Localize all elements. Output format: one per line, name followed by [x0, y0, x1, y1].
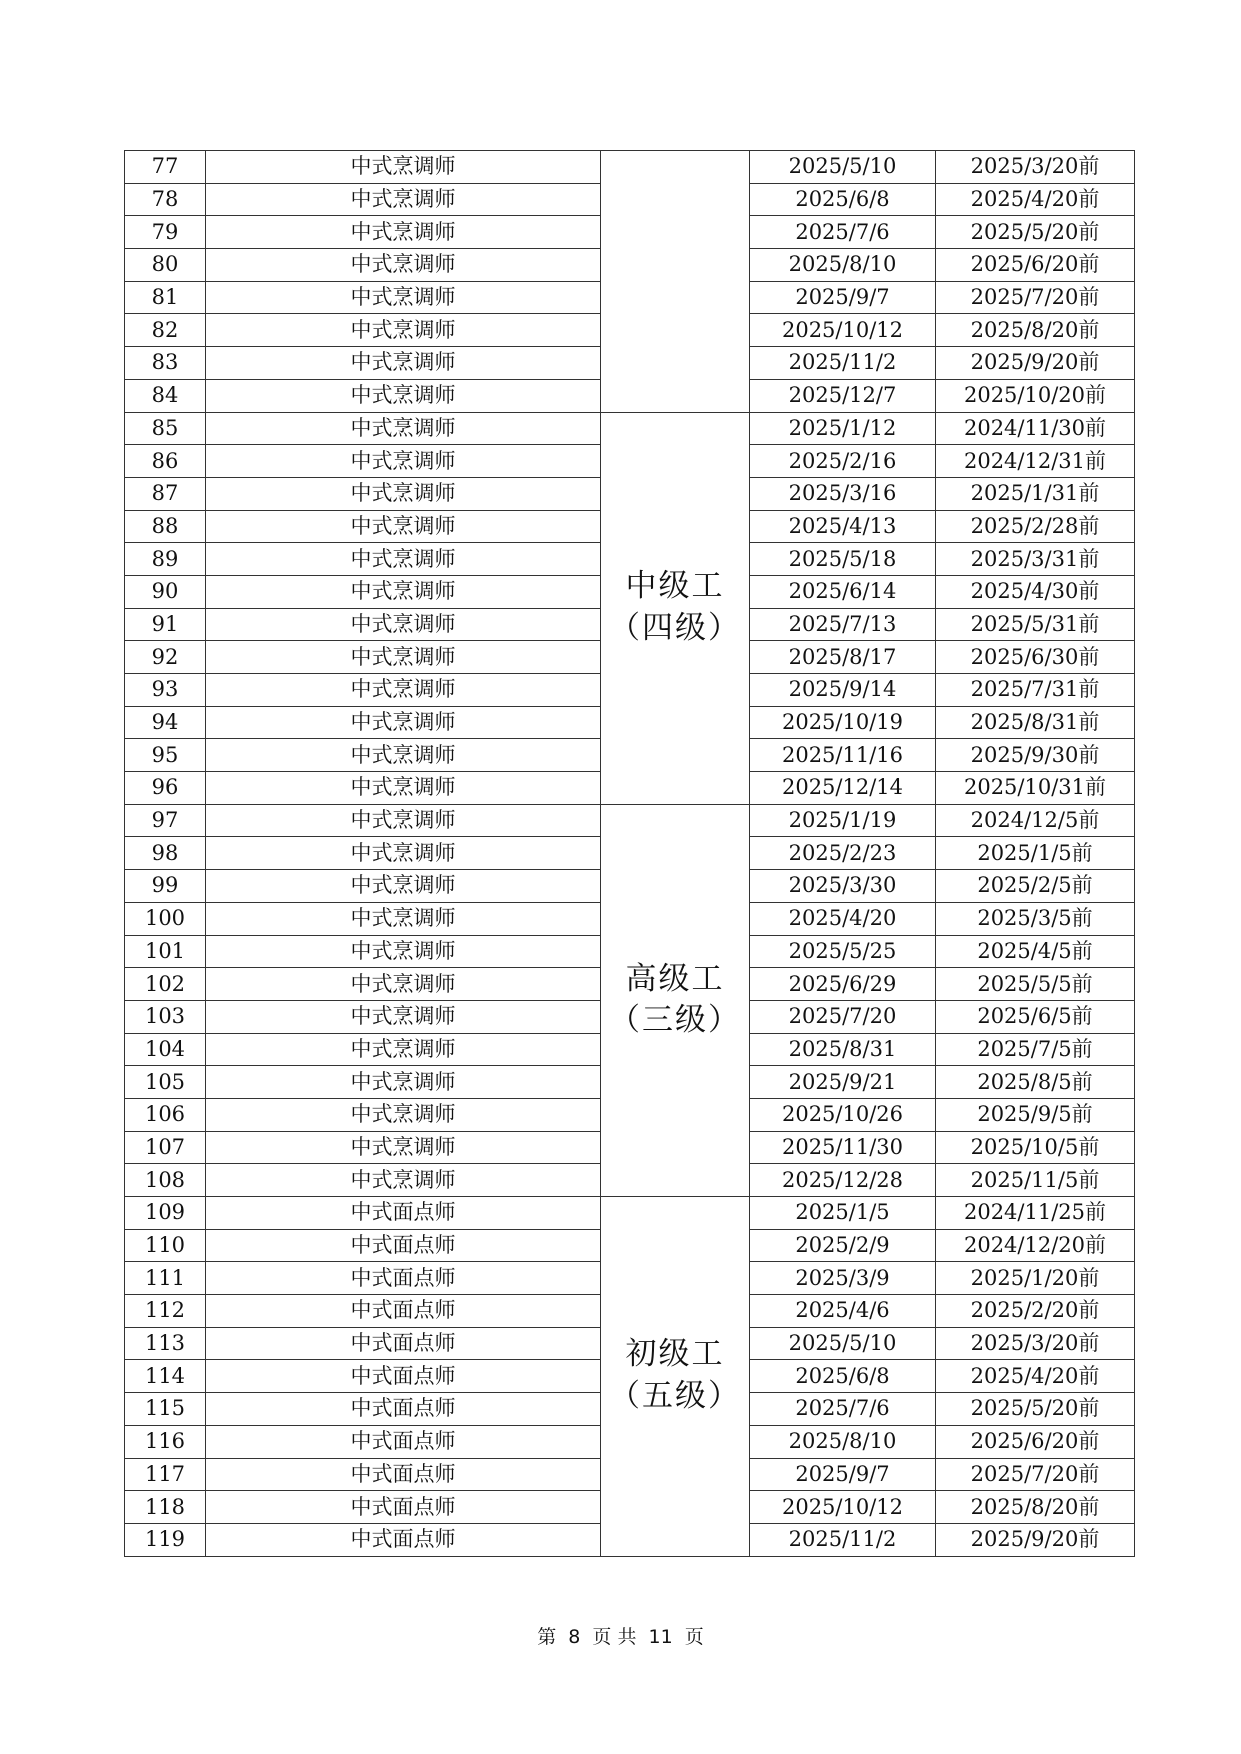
occupation-cell: 中式烹调师 [206, 1164, 601, 1197]
exam-date-cell: 2025/7/13 [750, 608, 936, 641]
occupation-cell: 中式烹调师 [206, 706, 601, 739]
occupation-cell: 中式烹调师 [206, 902, 601, 935]
registration-deadline-cell: 2025/5/20前 [936, 216, 1135, 249]
row-number-cell: 80 [125, 249, 206, 282]
skill-level-grade: （四级） [609, 610, 741, 647]
occupation-cell: 中式烹调师 [206, 477, 601, 510]
registration-deadline-cell: 2025/10/5前 [936, 1131, 1135, 1164]
exam-schedule-body [125, 151, 1135, 1557]
registration-deadline-cell: 2024/11/25前 [936, 1197, 1135, 1230]
occupation-cell: 中式烹调师 [206, 772, 601, 805]
registration-deadline-cell: 2025/7/20前 [936, 1458, 1135, 1491]
occupation-cell: 中式面点师 [206, 1393, 601, 1426]
occupation-cell: 中式烹调师 [206, 837, 601, 870]
row-number-cell: 102 [125, 968, 206, 1001]
registration-deadline-cell: 2025/9/20前 [936, 347, 1135, 380]
skill-level-name: 高级工 [625, 960, 725, 997]
registration-deadline-cell: 2025/2/5前 [936, 870, 1135, 903]
row-number-cell: 101 [125, 935, 206, 968]
occupation-cell: 中式烹调师 [206, 968, 601, 1001]
exam-date-cell: 2025/12/7 [750, 379, 936, 412]
occupation-cell: 中式烹调师 [206, 347, 601, 380]
registration-deadline-cell: 2025/8/5前 [936, 1066, 1135, 1099]
occupation-cell: 中式烹调师 [206, 151, 601, 184]
registration-deadline-cell: 2025/3/20前 [936, 1327, 1135, 1360]
exam-date-cell: 2025/5/25 [750, 935, 936, 968]
exam-date-cell: 2025/10/12 [750, 314, 936, 347]
occupation-cell: 中式烹调师 [206, 412, 601, 445]
occupation-cell: 中式烹调师 [206, 674, 601, 707]
exam-date-cell: 2025/4/20 [750, 902, 936, 935]
exam-date-cell: 2025/8/10 [750, 249, 936, 282]
exam-date-cell: 2025/6/14 [750, 575, 936, 608]
exam-date-cell: 2025/7/6 [750, 216, 936, 249]
exam-date-cell: 2025/3/16 [750, 477, 936, 510]
registration-deadline-cell: 2025/4/5前 [936, 935, 1135, 968]
registration-deadline-cell: 2025/6/30前 [936, 641, 1135, 674]
row-number-cell: 87 [125, 477, 206, 510]
exam-date-cell: 2025/6/8 [750, 183, 936, 216]
exam-date-cell: 2025/3/30 [750, 870, 936, 903]
occupation-cell: 中式烹调师 [206, 183, 601, 216]
row-number-cell: 116 [125, 1425, 206, 1458]
exam-date-cell: 2025/9/21 [750, 1066, 936, 1099]
registration-deadline-cell: 2025/9/20前 [936, 1523, 1135, 1556]
exam-schedule-table [124, 150, 1135, 1557]
registration-deadline-cell: 2025/8/31前 [936, 706, 1135, 739]
registration-deadline-cell: 2025/9/30前 [936, 739, 1135, 772]
occupation-cell: 中式面点师 [206, 1229, 601, 1262]
occupation-cell: 中式烹调师 [206, 870, 601, 903]
row-number-cell: 106 [125, 1098, 206, 1131]
occupation-cell: 中式烹调师 [206, 543, 601, 576]
exam-date-cell: 2025/10/26 [750, 1098, 936, 1131]
row-number-cell: 84 [125, 379, 206, 412]
exam-date-cell: 2025/6/8 [750, 1360, 936, 1393]
row-number-cell: 88 [125, 510, 206, 543]
row-number-cell: 104 [125, 1033, 206, 1066]
exam-date-cell: 2025/5/10 [750, 1327, 936, 1360]
occupation-cell: 中式面点师 [206, 1523, 601, 1556]
row-number-cell: 95 [125, 739, 206, 772]
registration-deadline-cell: 2025/8/20前 [936, 314, 1135, 347]
row-number-cell: 89 [125, 543, 206, 576]
registration-deadline-cell: 2025/2/28前 [936, 510, 1135, 543]
exam-date-cell: 2025/7/20 [750, 1000, 936, 1033]
exam-date-cell: 2025/2/16 [750, 445, 936, 478]
registration-deadline-cell: 2025/4/20前 [936, 1360, 1135, 1393]
row-number-cell: 118 [125, 1491, 206, 1524]
registration-deadline-cell: 2025/3/20前 [936, 151, 1135, 184]
row-number-cell: 105 [125, 1066, 206, 1099]
exam-date-cell: 2025/1/19 [750, 804, 936, 837]
registration-deadline-cell: 2025/9/5前 [936, 1098, 1135, 1131]
occupation-cell: 中式面点师 [206, 1197, 601, 1230]
occupation-cell: 中式烹调师 [206, 935, 601, 968]
skill-level-name: 中级工 [625, 568, 725, 605]
exam-date-cell: 2025/1/12 [750, 412, 936, 445]
occupation-cell: 中式面点师 [206, 1458, 601, 1491]
exam-date-cell: 2025/9/7 [750, 281, 936, 314]
row-number-cell: 107 [125, 1131, 206, 1164]
exam-date-cell: 2025/2/9 [750, 1229, 936, 1262]
registration-deadline-cell: 2024/12/31前 [936, 445, 1135, 478]
skill-level-name: 初级工 [625, 1336, 725, 1373]
exam-date-cell: 2025/6/29 [750, 968, 936, 1001]
registration-deadline-cell: 2025/6/5前 [936, 1000, 1135, 1033]
occupation-cell: 中式烹调师 [206, 575, 601, 608]
exam-date-cell: 2025/4/13 [750, 510, 936, 543]
row-number-cell: 78 [125, 183, 206, 216]
row-number-cell: 119 [125, 1523, 206, 1556]
row-number-cell: 81 [125, 281, 206, 314]
row-number-cell: 100 [125, 902, 206, 935]
exam-date-cell: 2025/2/23 [750, 837, 936, 870]
occupation-cell: 中式面点师 [206, 1327, 601, 1360]
exam-date-cell: 2025/8/17 [750, 641, 936, 674]
row-number-cell: 85 [125, 412, 206, 445]
occupation-cell: 中式烹调师 [206, 379, 601, 412]
skill-level-cell [601, 804, 750, 1196]
exam-date-cell: 2025/5/18 [750, 543, 936, 576]
row-number-cell: 108 [125, 1164, 206, 1197]
occupation-cell: 中式烹调师 [206, 608, 601, 641]
occupation-cell: 中式面点师 [206, 1425, 601, 1458]
exam-date-cell: 2025/12/14 [750, 772, 936, 805]
row-number-cell: 112 [125, 1295, 206, 1328]
occupation-cell: 中式烹调师 [206, 1033, 601, 1066]
row-number-cell: 111 [125, 1262, 206, 1295]
exam-date-cell: 2025/11/30 [750, 1131, 936, 1164]
footer-middle: 页 共 [592, 1626, 637, 1648]
registration-deadline-cell: 2024/12/5前 [936, 804, 1135, 837]
exam-date-cell: 2025/7/6 [750, 1393, 936, 1426]
registration-deadline-cell: 2025/10/20前 [936, 379, 1135, 412]
row-number-cell: 83 [125, 347, 206, 380]
row-number-cell: 99 [125, 870, 206, 903]
occupation-cell: 中式烹调师 [206, 216, 601, 249]
occupation-cell: 中式面点师 [206, 1295, 601, 1328]
registration-deadline-cell: 2025/7/5前 [936, 1033, 1135, 1066]
registration-deadline-cell: 2025/6/20前 [936, 249, 1135, 282]
occupation-cell: 中式面点师 [206, 1360, 601, 1393]
exam-date-cell: 2025/3/9 [750, 1262, 936, 1295]
registration-deadline-cell: 2025/6/20前 [936, 1425, 1135, 1458]
row-number-cell: 98 [125, 837, 206, 870]
registration-deadline-cell: 2025/3/31前 [936, 543, 1135, 576]
registration-deadline-cell: 2025/5/20前 [936, 1393, 1135, 1426]
occupation-cell: 中式烹调师 [206, 1098, 601, 1131]
registration-deadline-cell: 2025/5/5前 [936, 968, 1135, 1001]
row-number-cell: 115 [125, 1393, 206, 1426]
row-number-cell: 77 [125, 151, 206, 184]
skill-level-grade: （三级） [609, 1002, 741, 1039]
row-number-cell: 93 [125, 674, 206, 707]
row-number-cell: 96 [125, 772, 206, 805]
row-number-cell: 113 [125, 1327, 206, 1360]
table-row [125, 412, 1135, 445]
exam-date-cell: 2025/10/12 [750, 1491, 936, 1524]
occupation-cell: 中式烹调师 [206, 641, 601, 674]
row-number-cell: 117 [125, 1458, 206, 1491]
registration-deadline-cell: 2025/8/20前 [936, 1491, 1135, 1524]
exam-date-cell: 2025/11/2 [750, 347, 936, 380]
registration-deadline-cell: 2024/12/20前 [936, 1229, 1135, 1262]
exam-date-cell: 2025/11/2 [750, 1523, 936, 1556]
skill-level-grade: （五级） [609, 1378, 741, 1415]
occupation-cell: 中式烹调师 [206, 1066, 601, 1099]
row-number-cell: 90 [125, 575, 206, 608]
exam-date-cell: 2025/1/5 [750, 1197, 936, 1230]
row-number-cell: 92 [125, 641, 206, 674]
exam-date-cell: 2025/4/6 [750, 1295, 936, 1328]
row-number-cell: 110 [125, 1229, 206, 1262]
registration-deadline-cell: 2025/4/20前 [936, 183, 1135, 216]
row-number-cell: 82 [125, 314, 206, 347]
skill-level-cell [601, 412, 750, 804]
row-number-cell: 114 [125, 1360, 206, 1393]
table-row [125, 151, 1135, 184]
skill-level-cell [601, 151, 750, 413]
exam-date-cell: 2025/12/28 [750, 1164, 936, 1197]
occupation-cell: 中式面点师 [206, 1262, 601, 1295]
occupation-cell: 中式烹调师 [206, 804, 601, 837]
table-row [125, 1197, 1135, 1230]
registration-deadline-cell: 2025/1/31前 [936, 477, 1135, 510]
exam-date-cell: 2025/9/7 [750, 1458, 936, 1491]
registration-deadline-cell: 2025/1/20前 [936, 1262, 1135, 1295]
occupation-cell: 中式烹调师 [206, 510, 601, 543]
registration-deadline-cell: 2025/3/5前 [936, 902, 1135, 935]
footer-prefix: 第 [537, 1626, 557, 1648]
page-footer [0, 1622, 1241, 1649]
exam-date-cell: 2025/8/10 [750, 1425, 936, 1458]
total-page-count: 11 [648, 1626, 673, 1648]
row-number-cell: 94 [125, 706, 206, 739]
row-number-cell: 97 [125, 804, 206, 837]
row-number-cell: 86 [125, 445, 206, 478]
registration-deadline-cell: 2025/11/5前 [936, 1164, 1135, 1197]
occupation-cell: 中式烹调师 [206, 314, 601, 347]
skill-level-cell [601, 1197, 750, 1557]
exam-date-cell: 2025/8/31 [750, 1033, 936, 1066]
row-number-cell: 91 [125, 608, 206, 641]
registration-deadline-cell: 2025/5/31前 [936, 608, 1135, 641]
row-number-cell: 103 [125, 1000, 206, 1033]
registration-deadline-cell: 2025/7/20前 [936, 281, 1135, 314]
row-number-cell: 109 [125, 1197, 206, 1230]
exam-date-cell: 2025/9/14 [750, 674, 936, 707]
registration-deadline-cell: 2024/11/30前 [936, 412, 1135, 445]
exam-date-cell: 2025/5/10 [750, 151, 936, 184]
occupation-cell: 中式烹调师 [206, 1000, 601, 1033]
occupation-cell: 中式面点师 [206, 1491, 601, 1524]
row-number-cell: 79 [125, 216, 206, 249]
registration-deadline-cell: 2025/7/31前 [936, 674, 1135, 707]
occupation-cell: 中式烹调师 [206, 249, 601, 282]
registration-deadline-cell: 2025/2/20前 [936, 1295, 1135, 1328]
occupation-cell: 中式烹调师 [206, 739, 601, 772]
exam-date-cell: 2025/10/19 [750, 706, 936, 739]
exam-date-cell: 2025/11/16 [750, 739, 936, 772]
occupation-cell: 中式烹调师 [206, 281, 601, 314]
registration-deadline-cell: 2025/1/5前 [936, 837, 1135, 870]
current-page-number: 8 [568, 1626, 581, 1648]
occupation-cell: 中式烹调师 [206, 445, 601, 478]
occupation-cell: 中式烹调师 [206, 1131, 601, 1164]
footer-suffix: 页 [684, 1626, 704, 1648]
table-row [125, 804, 1135, 837]
registration-deadline-cell: 2025/10/31前 [936, 772, 1135, 805]
registration-deadline-cell: 2025/4/30前 [936, 575, 1135, 608]
